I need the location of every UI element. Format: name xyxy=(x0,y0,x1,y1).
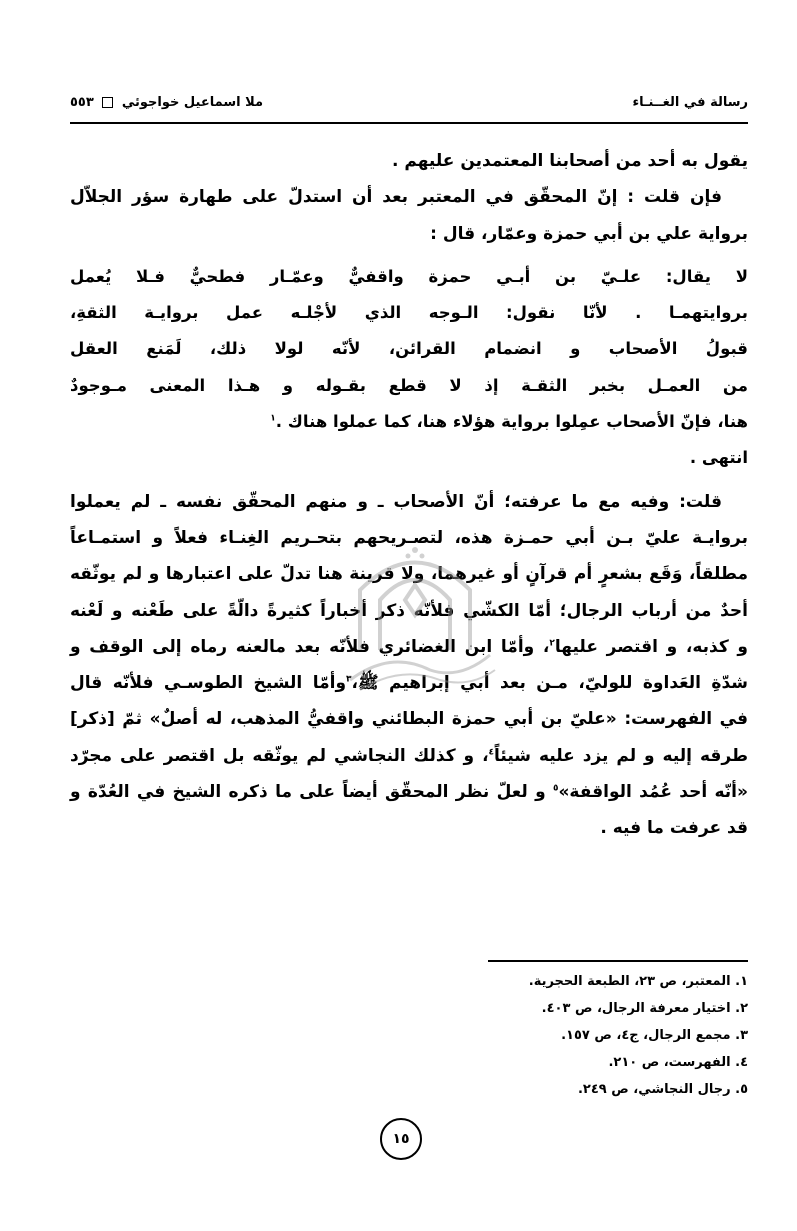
footnote-5: ٥. رجال النجاشي، ص ٢٤٩. xyxy=(577,1082,748,1097)
text-line xyxy=(70,629,748,665)
footnote-2: ٢. اختيار معرفة الرجال، ص ٤٠٣. xyxy=(541,1001,748,1016)
text-segment: شدّةِ العَداوة للوليّ، مـن بعد أبي إبراهيم ﷺ، xyxy=(351,673,748,694)
footnote-3: ٣. مجمع الرجال، ج٤، ص ١٥٧. xyxy=(561,1028,748,1043)
quote-end: انتهى . xyxy=(689,448,748,468)
text-line: قلت: وفيه مع ما عرفته؛ أنّ الأصحاب ـ و منهم المحقّق نفسه ـ لم يعملوا xyxy=(70,491,722,512)
running-head xyxy=(70,92,748,114)
text-line: بروايـة عليّ بـن أبي حمـزة هذه، لتصـريحهم بتحـريم الغِنـاء فعلاً و استمـاعاً xyxy=(70,527,748,548)
quote-line-text: هنا، فإنّ الأصحاب عمِلوا برواية هؤلاء هنا، كما عملوا هناك . xyxy=(275,412,748,432)
text-line xyxy=(70,774,748,810)
text-segment: «أنّه أحد عُمُد الواقفة» xyxy=(558,782,748,803)
quote-line: بروايتهمـا . لأنّا نقول: الـوجه الذي لأجْلـه عمل بروايـة الثقةِ، xyxy=(70,303,748,323)
text-segment: ، وأمّا ابن الغضائري فلأنّه بعد مالعنه رماه إلى الوقف و xyxy=(70,636,550,657)
quote-line xyxy=(70,404,748,440)
quote-line: من العمـل بخبر الثقـة إذ لا قطع بقـوله و هـذا المعنى مـوجودٌ xyxy=(70,375,748,395)
running-head-page-number: ٥٥٣ xyxy=(70,95,94,110)
text-line xyxy=(70,665,748,701)
document-page xyxy=(70,0,748,1231)
text-segment: ، و كذلك النجاشي لم يوثّقه بل اقتصر على مجرّد xyxy=(70,745,489,766)
text-segment: و لعلّ نظر المحقّق أيضاً على ما ذكره الشيخ في العُدّة و xyxy=(70,782,553,803)
quote-line: قبولُ الأصحاب و انضمام القرائن، لأنّه لولا ذلك، لَمَنع العقل xyxy=(70,339,748,359)
text-line: أحدٌ من أرباب الرجال؛ أمّا الكشّي فلأنّه ذكر أخباراً كثيرةً دالّةً على طَعْنه و لَعْنه xyxy=(70,600,748,621)
header-rule xyxy=(70,122,748,124)
running-head-author-page xyxy=(70,92,263,114)
footnote-ref-1[interactable]: ١ xyxy=(270,413,276,424)
footnote-ref-4[interactable]: ٤ xyxy=(488,747,495,758)
footnote-rule xyxy=(488,960,748,962)
footnote-ref-5[interactable]: ٥ xyxy=(552,783,559,794)
footnote-ref-3[interactable]: ٣ xyxy=(346,674,352,685)
main-text xyxy=(70,143,748,847)
paragraph-3 xyxy=(70,484,748,847)
running-head-title: رسالة في الغــنـاء xyxy=(632,95,748,110)
text-segment: طرقه إليه و لم يزد عليه شيئاً xyxy=(494,745,748,766)
text-line: في الفهرست: «عليّ بن أبي حمزة البطائني واقفيُّ المذهب، له أصلٌ» ثمّ [ذكر] xyxy=(70,709,748,730)
text-line: مطلقاً، وَقَع بشعرٍ أم قرآنٍ أو غيرهما، ولا قرينة هنا تدلّ على اعتبارها و لم يوثّقه xyxy=(70,564,748,585)
text-line: برواية علي بن أبي حمزة وعمّار، قال : xyxy=(430,223,748,244)
square-separator-icon xyxy=(102,97,113,108)
text-segment: و كذبه، و اقتصر عليها xyxy=(554,636,748,657)
paragraph-1 xyxy=(70,143,748,179)
footnote-4: ٤. الفهرست، ص ٢١٠. xyxy=(608,1055,748,1070)
page-number-circle: ١٥ xyxy=(380,1118,422,1160)
text-line xyxy=(70,738,748,774)
paragraph-2 xyxy=(70,179,748,252)
footnote-ref-2[interactable]: ٢ xyxy=(549,638,555,649)
text-line: فإن قلت : إنّ المحقّق في المعتبر بعد أن استدلّ على طهارة سؤر الجلاّل xyxy=(70,187,722,208)
text-segment: وأمّا الشيخ الطوسـي فلأنّه قال xyxy=(70,673,347,694)
block-quote xyxy=(70,259,748,477)
footnotes-list xyxy=(348,968,748,1103)
running-head-author: ملا اسماعيل خواجوئي xyxy=(121,95,264,110)
quote-line: لا يقال: علـيّ بن أبـي حمزة واقفيٌّ وعمّـار فطحيٌّ فـلا يُعمل xyxy=(70,266,748,286)
text-line: قد عرفت ما فيه . xyxy=(600,818,748,839)
footnote-1: ١. المعتبر، ص ٢٣، الطبعة الحجرية. xyxy=(528,974,748,989)
text-line: يقول به أحد من أصحابنا المعتمدين عليهم . xyxy=(391,151,748,171)
